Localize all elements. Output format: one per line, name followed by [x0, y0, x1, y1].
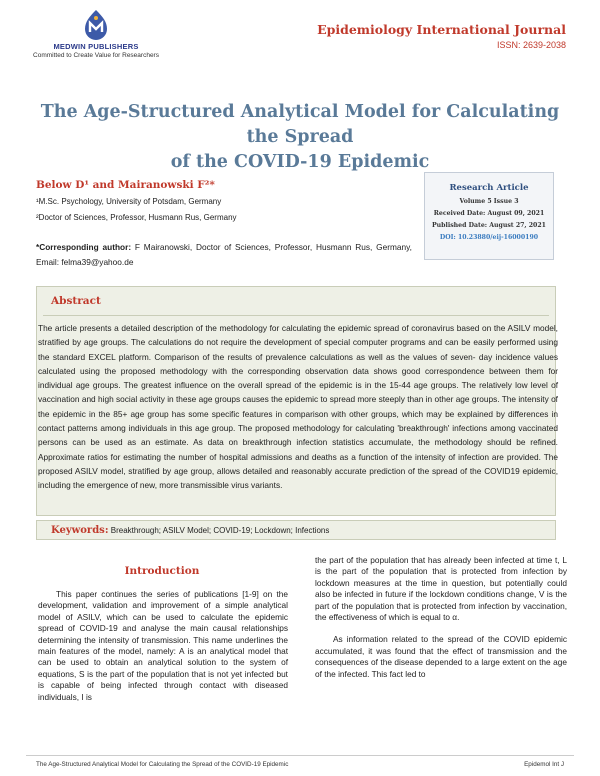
abstract-heading: Abstract — [51, 295, 101, 307]
keywords-label: Keywords: — [51, 525, 109, 536]
article-info-box — [424, 172, 554, 260]
paper-title-line1: The Age-Structured Analytical Model for Calculating the Spread — [40, 102, 560, 147]
publisher-logo-icon — [79, 8, 113, 42]
right-paragraph-1: the part of the population that has already been infected at time t, L is the part of the population that is protected from infection by lockdown measures at the time in question, but potentially could also be infected in future if the lockdown conditions change, V is the part of the population that is protected from infection by vaccination, the effectiveness of which is equal to α. — [315, 555, 567, 623]
issn: ISSN: 2639-2038 — [496, 40, 566, 50]
publisher-tagline: Committed to Create Value for Researchers — [33, 52, 159, 59]
received-date: Received Date: August 09, 2021 — [433, 210, 545, 217]
paper-title-line2: of the COVID-19 Epidemic — [170, 152, 430, 172]
corresponding-text[interactable]: F Mairanowski, Doctor of Sciences, Professor, Husmann Rus, Germany, Email: felma39@yahoo.de — [36, 242, 412, 267]
authors: Below D¹ and Mairanowski F²* — [36, 179, 215, 191]
published-date: Published Date: August 27, 2021 — [432, 222, 546, 229]
keywords-text: Breakthrough; ASILV Model; COVID-19; Lockdown; Infections — [108, 526, 330, 535]
journal-name[interactable]: Epidemiology International Journal — [317, 22, 566, 37]
footer-journal: Epidemol Int J — [524, 761, 564, 768]
affiliation-2: ²Doctor of Sciences, Professor, Husmann Rus, Germany — [36, 213, 237, 222]
footer-title: The Age-Structured Analytical Model for Calculating the Spread of the COVID-19 Epidemic — [36, 761, 289, 768]
intro-paragraph: This paper continues the series of publications [1-9] on the development, validation and improvement of a simple analytical model of ASILV, which can be used to calculate the epidemic spread of COVID-19 and analyse the main causal relationships determining the intensity of transmission. This name underlines the main features of the model, namely: A is an analytical model that can be used to obtain an analytical solution to the system of equations, S is the part of the population that is not yet infected but is capable of being infected through contact with diseased individuals, I is — [38, 589, 288, 702]
keywords-box — [36, 520, 556, 540]
right-paragraph-2: As information related to the spread of the COVID epidemic accumulated, it was found that the effect of transmission and the consequences of the disease depended to a large extent on the age of the infected. This fact led to — [315, 634, 567, 679]
paper-title — [30, 100, 570, 175]
publisher-logo — [26, 8, 166, 59]
abstract-text: The article presents a detailed description of the methodology for calculating the epidemic spread of coronavirus based on the ASILV model, stratified by age groups. The calculations do not require the development of special computer programs and can be easily performed using the standard EXCEL platform. Comparison of the results of prevalence calculations as well as the values of seven- day incidence values calculated using the proposed methodology with the corresponding observation data shows good correspondence between them for individual age groups. The greatest influence on the overall spread of the epidemic is in the 15-44 age groups. The relatively low level of vaccination and high social activity in these age groups causes the epidemic to spread more steeply than in other age groups. The intensity of the epidemic in the 85+ age group has some specific features in comparison with other groups, which may be explained by differences in contact patterns among individuals in this age group. The proposed methodology for calculating 'breakthrough' infections among vaccinated persons can be used as an estimate. As data on breakthrough infection statistics accumulate, the methodology should be refined. Approximate ratios for estimating the number of hospital admissions and deaths as a function of the intensity of infection are provided. The proposed ASILV model, stratified by age group, allows detailed and reasonably accurate prediction of the spread of the COVID19 epidemic, including the emergence of new, more transmissible virus variants. — [38, 323, 558, 491]
doi-link[interactable]: DOI: 10.23880/eij-16000190 — [439, 234, 539, 241]
corresponding-label: *Corresponding author: — [36, 242, 132, 252]
publisher-name: MEDWIN PUBLISHERS — [53, 42, 139, 51]
footer-divider — [26, 755, 574, 756]
abstract-divider — [43, 315, 549, 316]
affiliation-1: ¹M.Sc. Psychology, University of Potsdam, Germany — [36, 197, 222, 206]
corresponding-author — [36, 240, 412, 270]
article-type: Research Article — [449, 183, 529, 193]
introduction-heading: Introduction — [124, 565, 200, 577]
volume-issue: Volume 5 Issue 3 — [459, 198, 519, 205]
right-column — [315, 555, 567, 680]
left-column — [38, 589, 288, 703]
